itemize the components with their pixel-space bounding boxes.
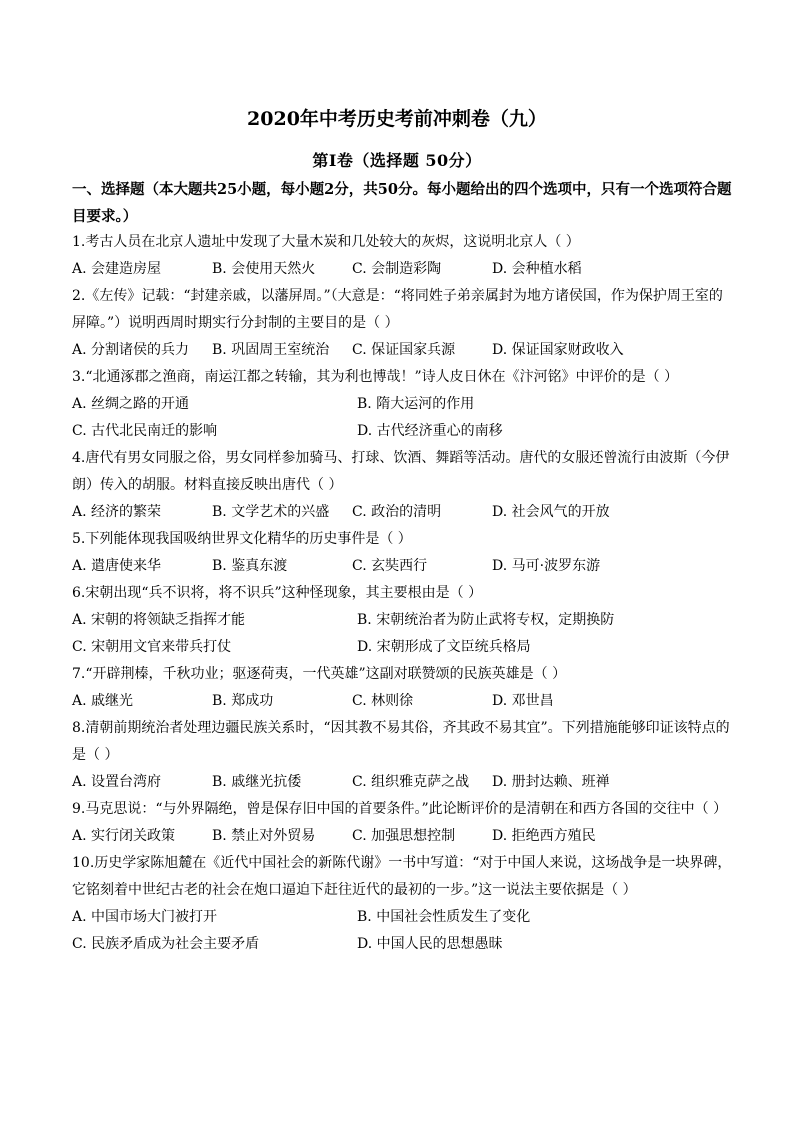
- option-b: B. 巩固周王室统治: [212, 342, 330, 358]
- option-b: B. 禁止对外贸易: [212, 828, 316, 844]
- option-d: D. 邓世昌: [492, 693, 554, 709]
- question-3: [72, 364, 732, 445]
- option-list: [72, 607, 732, 661]
- option-c: C. 玄奘西行: [352, 558, 428, 574]
- question-5: [72, 526, 732, 580]
- option-list: [72, 688, 732, 715]
- option-b: B. 中国社会性质发生了变化: [357, 909, 531, 925]
- option-d: D. 中国人民的思想愚昧: [357, 936, 503, 952]
- option-a: A. 中国市场大门被打开: [72, 909, 218, 925]
- option-list: [72, 769, 732, 796]
- option-b: B. 隋大运河的作用: [357, 396, 475, 412]
- option-d: D. 古代经济重心的南移: [357, 423, 503, 439]
- option-c: C. 古代北民南迁的影响: [72, 423, 218, 439]
- option-a: A. 遣唐使来华: [72, 558, 162, 574]
- question-stem: 8.清朝前期统治者处理边疆民族关系时，“因其教不易其俗，齐其政不易其宜”。下列措施能够印证该特点的是（ ）: [72, 720, 730, 763]
- option-b: B. 戚继光抗倭: [212, 774, 302, 790]
- option-a: A. 戚继光: [72, 693, 134, 709]
- option-a: A. 经济的繁荣: [72, 504, 162, 520]
- question-stem: 10.历史学家陈旭麓在《近代中国社会的新陈代谢》一书中写道：“对于中国人来说，这场战争是一块界碑，它铭刻着中世纪古老的社会在炮口逼迫下赶往近代的最初的一步。”这一说法主要依据是（ ）: [72, 855, 732, 898]
- section-subtitle: 第Ⅰ卷（选择题 50分）: [312, 151, 482, 170]
- page-title: 2020年中考历史考前冲刺卷（九）: [247, 108, 547, 130]
- question-10: [72, 850, 732, 958]
- question-list: [72, 229, 732, 958]
- option-b: B. 会使用天然火: [212, 261, 316, 277]
- option-b: B. 宋朝统治者为防止武将专权，定期换防: [357, 612, 615, 628]
- option-d: D. 会种植水稻: [492, 261, 582, 277]
- option-b: B. 鉴真东渡: [212, 558, 288, 574]
- option-a: A. 分割诸侯的兵力: [72, 342, 190, 358]
- option-d: D. 册封达赖、班禅: [492, 774, 610, 790]
- question-stem: 1.考古人员在北京人遗址中发现了大量木炭和几处较大的灰烬，这说明北京人（ ）: [72, 234, 580, 250]
- question-4: [72, 445, 732, 526]
- option-c: C. 政治的清明: [352, 504, 442, 520]
- question-9: [72, 796, 732, 850]
- question-8: [72, 715, 732, 796]
- question-stem: 9.马克思说：“与外界隔绝，曾是保存旧中国的首要条件。”此论断评价的是清朝在和西方各国的交往中（ ）: [72, 801, 728, 817]
- option-list: [72, 391, 732, 445]
- option-c: C. 保证国家兵源: [352, 342, 456, 358]
- option-a: A. 会建造房屋: [72, 261, 162, 277]
- question-1: [72, 229, 732, 283]
- option-c: C. 林则徐: [352, 693, 414, 709]
- option-a: A. 宋朝的将领缺乏指挥才能: [72, 612, 246, 628]
- option-list: [72, 904, 732, 958]
- question-stem: 2.《左传》记载：“封建亲戚，以藩屏周。”（大意是：“将同姓子弟亲属封为地方诸侯国，作为保护周王室的屏障。”）说明西周时期实行分封制的主要目的是（ ）: [72, 288, 723, 331]
- option-list: [72, 499, 732, 526]
- option-c: C. 加强思想控制: [352, 828, 456, 844]
- question-stem: 4.唐代有男女同服之俗，男女同样参加骑马、打球、饮酒、舞蹈等活动。唐代的女服还曾流行由波斯（今伊朗）传入的胡服。材料直接反映出唐代（ ）: [72, 450, 730, 493]
- question-7: [72, 661, 732, 715]
- question-stem: 7.“开辟荆榛，千秋功业；驱逐荷夷，一代英雄”这副对联赞颂的民族英雄是（ ）: [72, 666, 567, 682]
- option-d: D. 社会风气的开放: [492, 504, 610, 520]
- option-c: C. 会制造彩陶: [352, 261, 442, 277]
- option-c: C. 宋朝用文官来带兵打仗: [72, 639, 232, 655]
- option-d: D. 宋朝形成了文臣统兵格局: [357, 639, 531, 655]
- option-d: D. 拒绝西方殖民: [492, 828, 596, 844]
- option-c: C. 民族矛盾成为社会主要矛盾: [72, 936, 260, 952]
- question-stem: 3.“北通涿郡之渔商，南运江都之转输，其为利也博哉！”诗人皮日休在《汴河铭》中评价的是（ ）: [72, 369, 679, 385]
- option-d: D. 马可·波罗东游: [492, 558, 601, 574]
- option-a: A. 设置台湾府: [72, 774, 162, 790]
- option-list: [72, 823, 732, 850]
- question-2: [72, 283, 732, 364]
- option-list: [72, 553, 732, 580]
- option-a: A. 实行闭关政策: [72, 828, 176, 844]
- option-d: D. 保证国家财政收入: [492, 342, 624, 358]
- question-6: [72, 580, 732, 661]
- option-c: C. 组织雅克萨之战: [352, 774, 470, 790]
- option-b: B. 文学艺术的兴盛: [212, 504, 330, 520]
- option-b: B. 郑成功: [212, 693, 274, 709]
- option-list: [72, 337, 732, 364]
- section-heading: 一、选择题（本大题共25小题，每小题2分，共50分。每小题给出的四个选项中，只有一个选项符合题目要求。）: [72, 181, 732, 225]
- question-stem: 6.宋朝出现“兵不识将，将不识兵”这种怪现象，其主要根由是（ ）: [72, 585, 483, 601]
- question-stem: 5.下列能体现我国吸纳世界文化精华的历史事件是（ ）: [72, 531, 412, 547]
- option-a: A. 丝绸之路的开通: [72, 396, 190, 412]
- option-list: [72, 256, 732, 283]
